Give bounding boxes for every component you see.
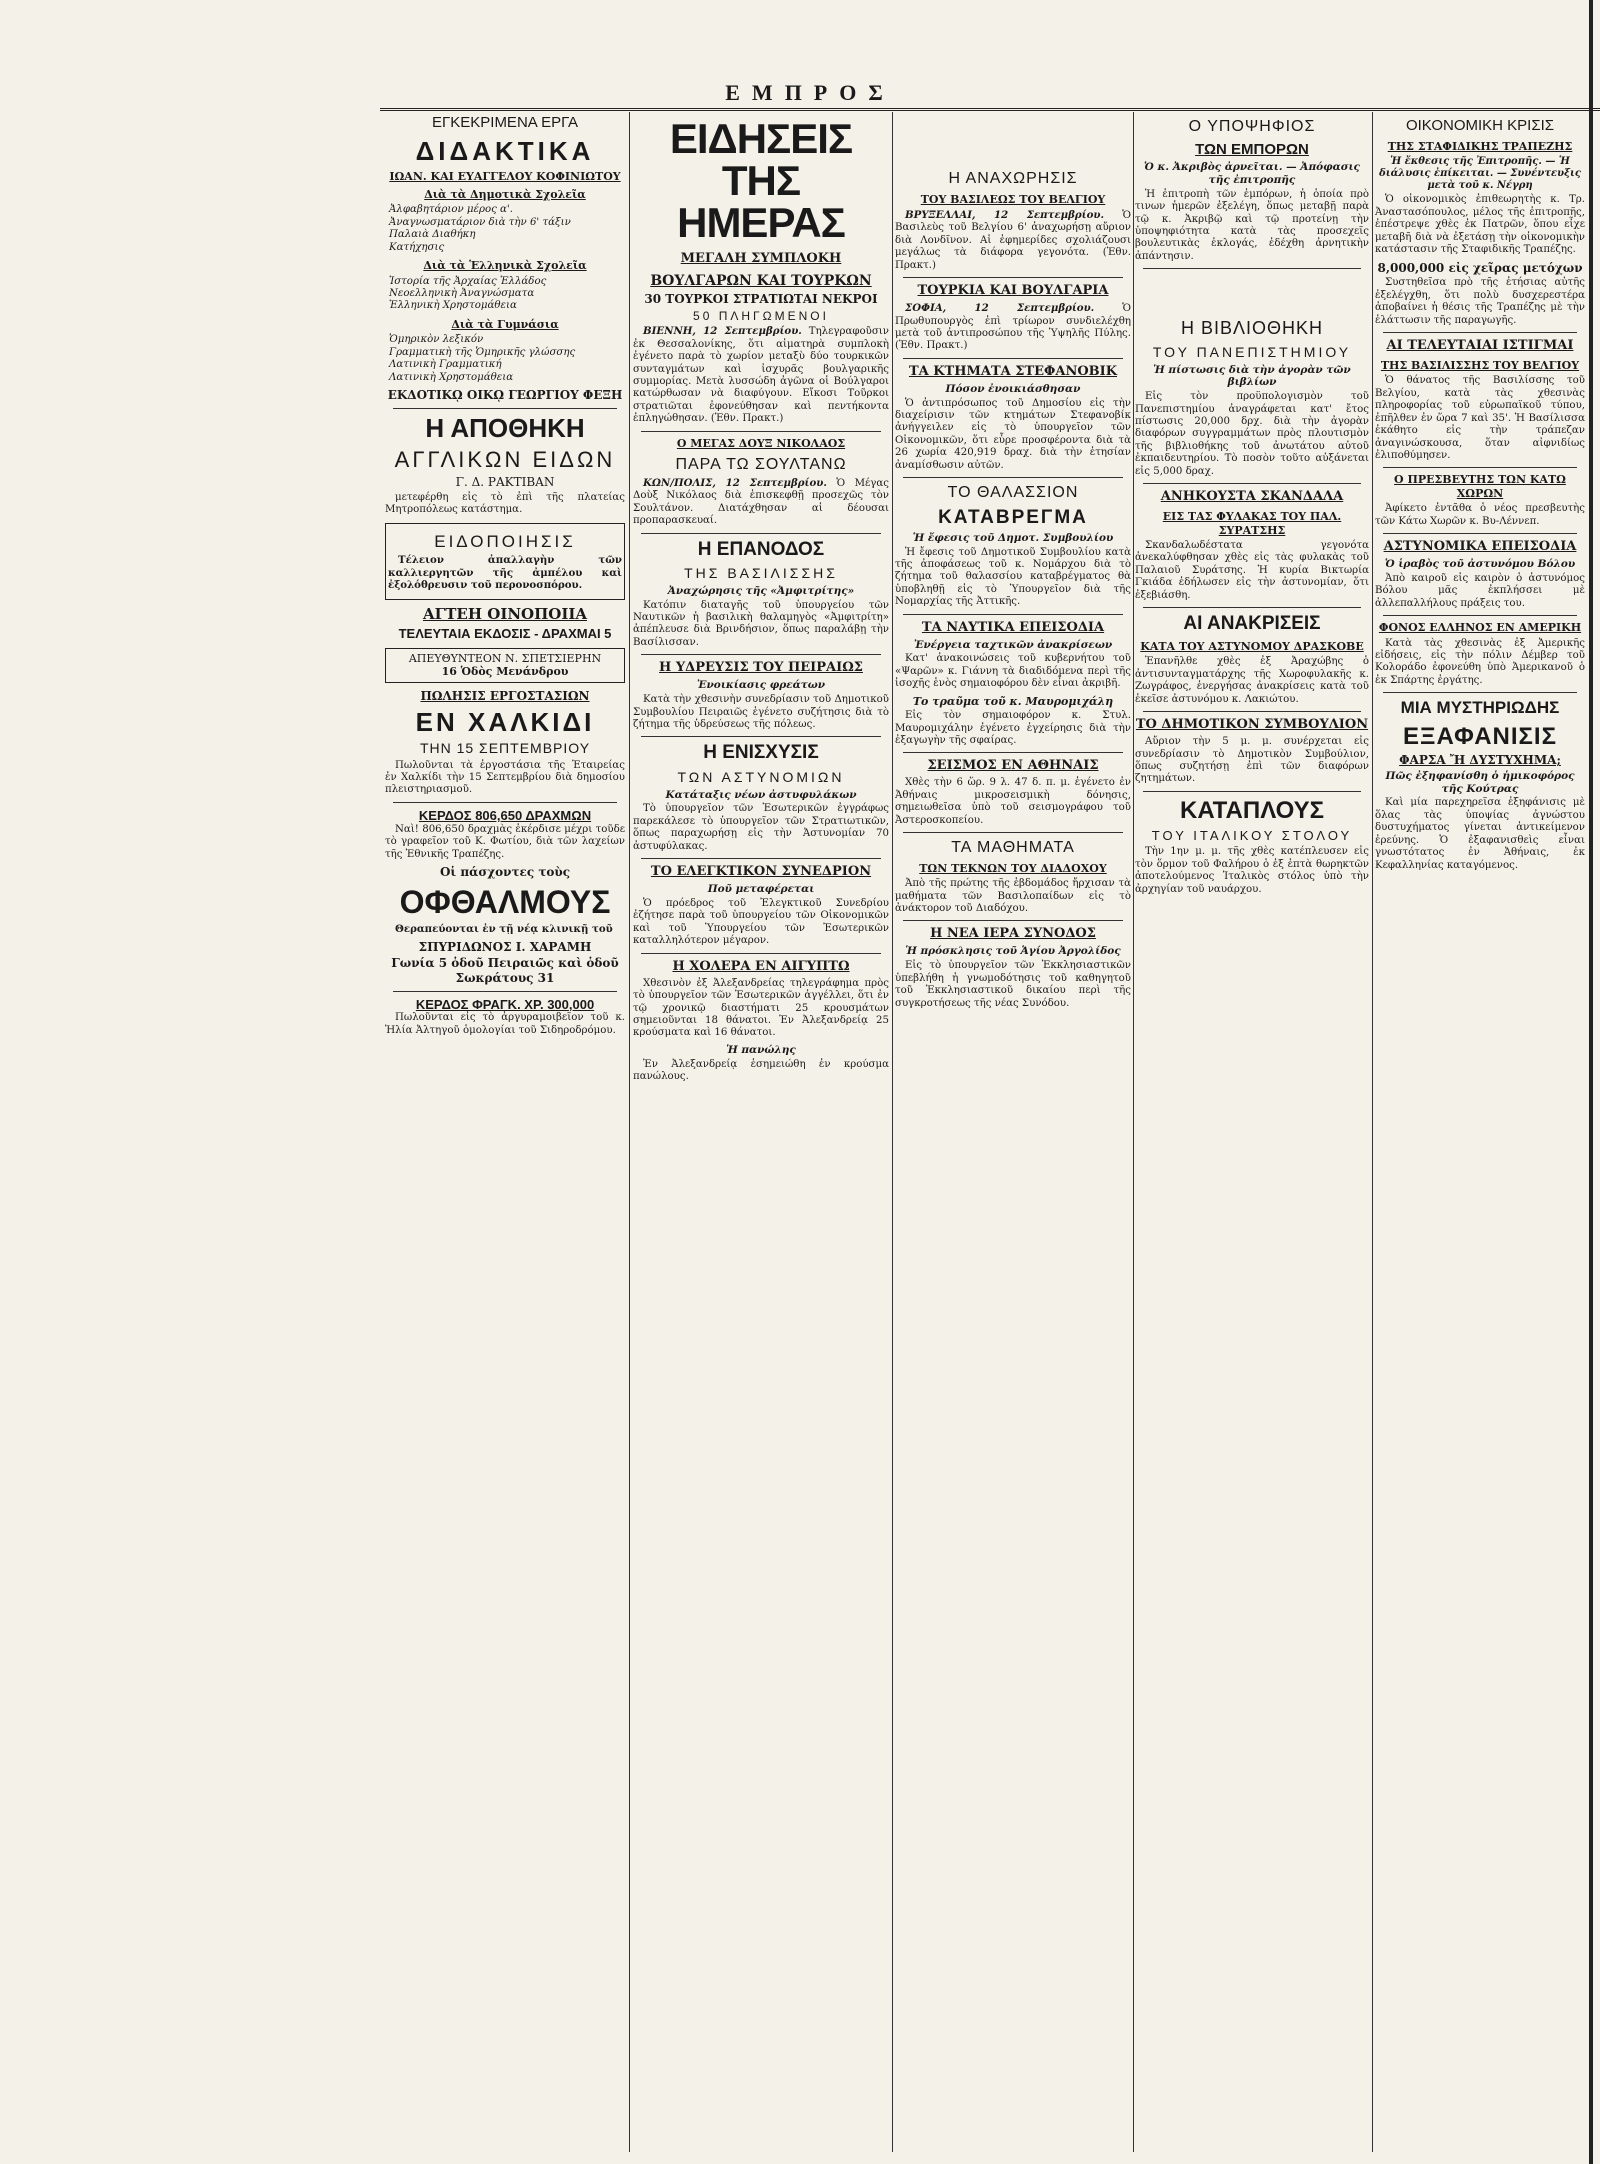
main-headline: ΕΙΔΗΣΕΙΣ ΤΗΣ ΗΜΕΡΑΣ xyxy=(669,115,853,246)
article-scandal xyxy=(1135,490,1369,602)
books-head3: ΙΩΑΝ. ΚΑΙ ΕΥΑΓΓΕΛΟΥ ΚΟΦΙΝΙΩΤΟΥ xyxy=(389,169,621,183)
police-aid-head1: Η ΕΝΙΣΧΥΣΙΣ xyxy=(703,742,819,764)
article-sultan xyxy=(633,437,889,528)
oinopoiia-address-name: ΑΠΕΥΘΥΝΤΕΟΝ Ν. ΣΠΕΤΣΙΕΡΗΝ xyxy=(408,651,602,665)
clash-dateline: ΒΙΕΝΝΗ, 12 Σεπτεμβρίου. xyxy=(643,325,802,338)
bank-amount: 8,000,000 εἰς χεῖρας μετόχων xyxy=(1377,260,1583,275)
divider xyxy=(1143,483,1361,484)
column-divider xyxy=(1133,112,1134,2152)
ambassador-text: Ἀφίκετο ἐντᾶθα ὁ νέος πρεσβευτὴς τῶν Κάτω Χωρῶν κ. Βυ-Λέννεπ. xyxy=(1375,503,1585,527)
list-item: Ἱστορία τῆς Ἀρχαίας Ἑλλάδος xyxy=(389,275,547,287)
naval-text: Κατ' ἀνακοινώσεις τοῦ κυβερνήτου τοῦ «Ψαρῶν» κ. Γιάννη τὰ διαδιδόμενα περὶ τῆς ἰσοχῆς ἑνὸς σημαιοφόρου δὲν εἶναι ἀκριβῆ. xyxy=(895,653,1131,690)
king-head1: Η ΑΝΑΧΩΡΗΣΙΣ xyxy=(948,170,1078,187)
list-item: Νεοελληνικὴ Ἀναγνώσματα xyxy=(389,288,535,299)
divider xyxy=(641,431,881,432)
list-item: Ἀναγνωσματάριον διὰ τὴν 6' τάξιν xyxy=(389,216,571,228)
auction-date: ΤΗΝ 15 ΣΕΠΤΕΜΒΡΙΟΥ xyxy=(419,740,591,757)
italian-fleet-head1: ΚΑΤΑΠΛΟΥΣ xyxy=(1180,796,1324,824)
article-ambassador xyxy=(1375,473,1585,528)
mystery-head2: ΕΞΑΦΑΝΙΣΙΣ xyxy=(1403,723,1557,751)
king-dateline: ΒΡΥΞΕΛΛΑΙ, 12 Σεπτεμβρίου. xyxy=(905,209,1104,221)
column-divider xyxy=(892,112,893,2152)
naval-kicker: Ἐνέργεια ταχτικῶν ἀνακρίσεων xyxy=(913,638,1113,651)
stefanovik-kicker: Πόσον ἐνοικιάσθησαν xyxy=(945,382,1081,395)
divider xyxy=(1383,615,1577,616)
divider xyxy=(1383,332,1577,333)
divider xyxy=(641,953,881,954)
sultan-dateline: ΚΩΝ/ΠΟΛΙΣ, 12 Σεπτεμβρίου. xyxy=(643,476,827,489)
list-item: Κατήχησις xyxy=(389,241,445,253)
article-clash xyxy=(633,252,889,426)
lottery2-ad xyxy=(385,997,625,1038)
article-king xyxy=(895,170,1131,272)
clash-source: (Ἐθν. Πρακτ.) xyxy=(710,413,784,425)
cholera-kicker: Ἡ πανώλης xyxy=(726,1043,796,1056)
king-head2: ΤΟΥ ΒΑΣΙΛΕΩΣ ΤΟΥ ΒΕΛΓΙΟΥ xyxy=(920,192,1106,206)
america-head: ΦΟΝΟΣ ΕΛΛΗΝΟΣ ΕΝ ΑΜΕΡΙΚΗ xyxy=(1378,621,1582,635)
clash-sub: 30 ΤΟΥΡΚΟΙ ΣΤΡΑΤΙΩΤΑΙ ΝΕΚΡΟΙ xyxy=(644,292,878,307)
divider xyxy=(903,614,1123,615)
italian-fleet-text: Τὴν 1ην μ. μ. τῆς χθὲς κατέπλευσεν εἰς τὸν ὅρμον τοῦ Φαλήρου ὁ ἐξ ἑπτὰ θωρηκτῶν ἀποτελούμενος Ἰταλικὸς στόλος ὑπὸ τὴν ἀρχηγίαν τοῦ ναυάρχου. xyxy=(1135,846,1369,895)
list-item: Ὁμηρικὸν λεξικόν xyxy=(389,334,484,346)
list-item: Ἀλφαβητάριον μέρος α'. xyxy=(389,204,513,216)
congress-kicker: Ποῦ μεταφέρεται xyxy=(707,883,815,896)
divider xyxy=(903,920,1123,921)
article-municipal xyxy=(1135,718,1369,786)
divider xyxy=(641,533,881,534)
police-case-head: ΑΣΤΥΝΟΜΙΚΑ ΕΠΕΙΣΟΔΙΑ xyxy=(1383,539,1577,555)
sea-head2: ΚΑΤΑΒΡΕΓΜΑ xyxy=(938,506,1088,528)
queen-kicker: Ἀναχώρησις τῆς «Ἀμφιτρίτης» xyxy=(667,584,855,597)
auction-head: ΕΝ ΧΑΛΚΙΔΙ xyxy=(415,707,595,738)
police-aid-text: Τὸ ὑπουργεῖον τῶν Ἐσωτερικῶν ἐγγράφως παρεκάλεσε τὸ ὑπουργεῖον τῶν Στρατιωτικῶν, ὅπως παραχωρήσῃ εἰς τὴν Ἀστυνομίαν 70 ἀστυφύλακας. xyxy=(633,803,889,852)
list-item: Ἑλληνικὴ Χρηστομάθεια xyxy=(389,300,517,312)
article-turkey-bulgaria xyxy=(895,284,1131,353)
sultan-text: Ὁ Μέγας Δοὺξ Νικόλαος διὰ ἐπισκεφθῇ προσεχῶς τὸν Σουλτάνον. Διατάχθησαν αἱ δέουσαι προπαρασκευαί. xyxy=(633,477,889,527)
police-aid-kicker: Κατάταξις νέων ἀστυφυλάκων xyxy=(665,788,857,801)
column-divider xyxy=(1372,112,1373,2152)
clash-sub2: 50 ΠΛΗΓΩΜΕΝΟΙ xyxy=(693,308,829,323)
books-primary-list xyxy=(389,204,625,254)
wound-head: Το τραῦμα τοῦ κ. Μαυρομιχάλη xyxy=(912,694,1114,708)
ambassador-head: Ο ΠΡΕΣΒΕΥΤΗΣ ΤΩΝ ΚΑΤΩ ΧΩΡΩΝ xyxy=(1394,473,1566,500)
books-gymnasia-list xyxy=(389,334,625,384)
turkey-bulgaria-text: Ὁ Πρωθυπουργὸς ἐπὶ τρίωρον συνδιελέχθη μετὰ τοῦ ἀντιπροσώπου τῆς Ὑψηλῆς Πύλης. xyxy=(895,303,1131,339)
oinopoiia-subhead: ΤΕΛΕΥΤΑΙΑ ΕΚΔΟΣΙΣ - ΔΡΑΧΜΑΙ 5 xyxy=(398,625,612,641)
divider xyxy=(903,752,1123,753)
divider xyxy=(903,277,1123,278)
municipal-text: Αὔριον τὴν 5 μ. μ. συνέρχεται εἰς συνεδρίασιν τὸ Δημοτικὸν Συμβούλιον, ὅπως συζητήσῃ ἐπὶ τῶν διαφόρων ζητημάτων. xyxy=(1135,736,1369,785)
article-bank xyxy=(1375,118,1585,327)
eyes-doctor: ΣΠΥΡΙΔΩΝΟΣ Ι. ΧΑΡΑΜΗ xyxy=(418,939,592,954)
divider xyxy=(641,858,881,859)
sea-kicker: Ἡ ἔφεσις τοῦ Δημοτ. Συμβουλίου xyxy=(912,531,1114,544)
clash-head: ΒΟΥΛΓΑΡΩΝ ΚΑΙ ΤΟΥΡΚΩΝ xyxy=(650,272,872,289)
candidate-kicker: Ὁ κ. Ἀκριβὸς ἀρνεῖται. — Ἀπόφασις τῆς ἐπιτροπῆς xyxy=(1144,161,1360,186)
turkey-bulgaria-dateline: ΣΟΦΙΑ, 12 Σεπτεμβρίου. xyxy=(905,302,1095,315)
divider xyxy=(393,802,617,803)
warehouse-head2: ΑΓΓΛΙΚΩΝ ΕΙΔΩΝ xyxy=(394,446,616,472)
divider xyxy=(1383,467,1577,468)
king-text: Ὁ Βασιλεὺς τοῦ Βελγίου 6' ἀναχωρήσῃ αὔριον διὰ Λονδῖνον. Αἱ ἐφημερίδες σχολιάζουσι μεγάλως τὰ διάφορα γεγονότα. xyxy=(895,210,1131,259)
king-source: (Ἐθν. Πρακτ.) xyxy=(895,247,1131,271)
divider xyxy=(393,408,617,409)
synod-head: Η ΝΕΑ ΙΕΡΑ ΣΥΝΟΔΟΣ xyxy=(930,926,1096,942)
article-america xyxy=(1375,621,1585,687)
divider xyxy=(1143,791,1361,792)
article-lessons xyxy=(895,839,1131,915)
stefanovik-text: Ὁ ἀντιπρόσωπος τοῦ Δημοσίου εἰς τὴν διαχείρισιν τῶν κτημάτων Στεφανοβίκ ἀνήγγειλεν εἰς τὸ ὑπουργεῖον τῶν Οἰκονομικῶν, ὅτι εὗρε προσφέροντα διὰ τὰ 26 χωρία 420,919 δραχ. διὰ τὴν ἐτησίαν ἀναμίσθωσιν αὐτῶν. xyxy=(895,397,1131,471)
sultan-head2: ΠΑΡΑ ΤΩ ΣΟΥΛΤΑΝΩ xyxy=(675,456,847,474)
auction-kicker: ΠΩΛΗΣΙΣ ΕΡΓΟΣΤΑΣΙΩΝ xyxy=(420,688,590,703)
candidate-text: Ἡ ἐπιτροπὴ τῶν ἐμπόρων, ἡ ὁποία πρὸ τινων ἡμερῶν ἐξελέγη, ὅπως μεταβῇ παρὰ τῷ κ. Ἀκριβῷ καὶ τῷ προτείνῃ τὴν ὑποψηφιότητα κατὰ τὰς προσεχεῖς βουλευτικὰς ἐκλογάς, ἐδέχθη ἀρνητικὴν ἀπάντησιν. xyxy=(1135,188,1369,262)
warehouse-owner: Γ. Δ. ΡΑΚΤΙΒΑΝ xyxy=(455,475,555,490)
article-stefanovik xyxy=(895,365,1131,472)
mystery-kicker: ΦΑΡΣΑ Ἤ ΔΥΣΤΥΧΗΜΑ; xyxy=(1399,753,1561,768)
column-3 xyxy=(895,112,1131,2152)
oinopoiia-address-street: 16 Ὁδὸς Μενάνδρου xyxy=(441,665,569,679)
municipal-head: ΤΟ ΔΗΜΟΤΙΚΟΝ ΣΥΜΒΟΥΛΙΟΝ xyxy=(1135,717,1369,733)
oinopoiia-address xyxy=(385,648,625,683)
earthquake-head: ΣΕΙΣΜΟΣ ΕΝ ΑΘΗΝΑΙΣ xyxy=(927,758,1099,774)
turkey-bulgaria-head: ΤΟΥΡΚΙΑ ΚΑΙ ΒΟΥΛΓΑΡΙΑ xyxy=(917,283,1109,299)
piraeus-water-text: Κατὰ τὴν χθεσινὴν συνεδρίασιν τοῦ Δημοτικοῦ Συμβουλίου Πειραιῶς ἐγένετο συζήτησις διὰ τὸ ζήτημα τῆς ὑδρεύσεως τῆς πόλεως. xyxy=(633,694,889,730)
queen-death-text: Ὁ θάνατος τῆς Βασιλίσσης τοῦ Βελγίου, κατὰ τὰς χθεσινὰς πληροφορίας τοῦ εὐρωπαϊκοῦ τύπου, ἐπῆλθεν ἐν ὥρα 7 καὶ 35'. Ἡ Βασίλισσα ἐκάθητο εἰς τὴν τράπεζαν ἀναγινώσκουσα, ὅταν αἰφνιδίως ἐλιποθύμησεν. xyxy=(1375,375,1585,461)
cholera-text2: Ἐν Ἀλεξανδρείᾳ ἐσημειώθη ἐν κρούσμα πανώλους. xyxy=(633,1058,889,1083)
books-greek-list xyxy=(389,276,625,313)
eyes-address: Γωνία 5 ὁδοῦ Πειραιῶς καὶ ὁδοῦ Σωκράτους 31 xyxy=(391,956,619,985)
list-item: Λατινικὴ Χρηστομάθεια xyxy=(389,371,514,383)
library-kicker: Ἡ πίστωσις διὰ τὴν ἀγορὰν τῶν βιβλίων xyxy=(1153,363,1351,389)
books-gymnasia-head: Διὰ τὰ Γυμνάσια xyxy=(451,317,559,331)
column-5 xyxy=(1375,112,1585,2152)
divider xyxy=(1383,533,1577,534)
lottery1-text: Ναὶ! 806,650 δραχμὰς ἐκέρδισε μέχρι τοῦδε τὸ γραφεῖον τοῦ Κ. Φωτίου, διὰ τῶν λαχείων τῆς Ἐθνικῆς Τραπέζης. xyxy=(385,823,625,860)
scandal-text: Σκανδαλωδέστατα γεγονότα ἀνεκαλύφθησαν χθὲς εἰς τὰς φυλακὰς τοῦ Παλαιοῦ Συράτσης. Ἡ κυρία Βικτωρία Γκιάδα ἐδήλωσεν εἰς τὴν ἀστυνομίαν, ὅτι ἐξεβιάσθη. xyxy=(1135,539,1369,601)
warehouse-ad xyxy=(385,412,625,517)
books-head1: ΕΓΚΕΚΡΙΜΕΝΑ ΕΡΓΑ xyxy=(431,114,579,131)
eyes-head: ΟΦΘΑΛΜΟΥΣ xyxy=(399,883,611,920)
divider xyxy=(641,654,881,655)
synod-text: Εἰς τὸ ὑπουργεῖον τῶν Ἐκκλησιαστικῶν ὑπεβλήθη ἡ γνωμοδότησις τοῦ καθηγητοῦ τοῦ Ἐκκλησιαστικοῦ δικαίου περὶ τῆς συγκροτήσεως τῆς νέας Συνόδου. xyxy=(895,960,1131,1009)
italian-fleet-head2: ΤΟΥ ΙΤΑΛΙΚΟΥ ΣΤΟΛΟΥ xyxy=(1151,828,1353,844)
books-greek-head: Διὰ τὰ Ἑλληνικὰ Σχολεῖα xyxy=(423,259,587,273)
divider xyxy=(641,736,881,737)
eyes-text: Θεραπεύονται ἐν τῇ νέᾳ κλινικῇ τοῦ xyxy=(395,923,613,936)
divider xyxy=(1383,692,1577,693)
eyes-kicker: Οἱ πάσχοντες τοὺς xyxy=(439,865,571,880)
sea-text: Ἡ ἔφεσις τοῦ Δημοτικοῦ Συμβουλίου κατὰ τῆς ἀποφάσεως τοῦ κ. Νομάρχου διὰ τὸ ζήτημα τοῦ θαλασσίου καταβρέγματος θὰ ὑποβληθῇ εἰς τὸ Ὑπουργεῖον διὰ τῆς Νομαρχίας τῆς Ἀττικῆς. xyxy=(895,546,1131,608)
congress-text: Ὁ πρόεδρος τοῦ Ἐλεγκτικοῦ Συνεδρίου ἐζήτησε παρὰ τοῦ ὑπουργείου τῶν Οἰκονομικῶν καὶ τοῦ Ὑπουργείου τῶν Ἐσωτερικῶν καταλληλότερον μέγαρον. xyxy=(633,897,889,947)
notice-head: ΕΙΔΟΠΟΙΗΣΙΣ xyxy=(434,531,576,551)
lessons-text: Ἀπὸ τῆς πρώτης τῆς ἑβδομάδος ἤρχισαν τὰ μαθήματα τῶν Βασιλοπαίδων εἰς τὸ ἀνάκτορον τοῦ Διαδόχου. xyxy=(895,878,1131,915)
naval-head: ΤΑ ΝΑΥΤΙΚΑ ΕΠΕΙΣΟΔΙΑ xyxy=(921,619,1105,635)
bank-head2: ΤΗΣ ΣΤΑΦΙΔΙΚΗΣ ΤΡΑΠΕΖΗΣ xyxy=(1387,139,1573,153)
library-head2: ΤΟΥ ΠΑΝΕΠΙΣΤΗΜΙΟΥ xyxy=(1152,344,1352,361)
article-synod xyxy=(895,927,1131,1009)
divider xyxy=(903,477,1123,478)
article-naval xyxy=(895,621,1131,691)
masthead: ΕΜΠΡΟΣ xyxy=(725,80,895,105)
lottery2-text: Πωλοῦνται εἰς τὸ ἀργυραμοιβεῖον τοῦ κ. Ἠλία Ἀλτηγοῦ ὁμολογίαι τοῦ Σιδηροδρόμου. xyxy=(385,1012,625,1036)
article-police-case xyxy=(1375,540,1585,610)
mystery-head1: ΜΙΑ ΜΥΣΤΗΡΙΩΔΗΣ xyxy=(1400,698,1560,718)
page-edge xyxy=(1589,0,1593,2164)
books-publisher: ΕΚΔΟΤΙΚῼ ΟΙΚῼ ΓΕΩΡΓΙΟΥ ΦΕΞΗ xyxy=(387,388,623,403)
oinopoiia-ad xyxy=(385,606,625,683)
article-italian-fleet xyxy=(1135,798,1369,896)
earthquake-text: Χθὲς τὴν 6 ὥρ. 9 λ. 47 δ. π. μ. ἐγένετο ἐν Ἀθήναις μικροσεισμικὴ δόνησις, σημειωθεῖσα ὑπὸ τοῦ σεισμογράφου τοῦ Ἀστεροσκοπείου. xyxy=(895,777,1131,826)
books-ad xyxy=(385,114,625,403)
turkey-bulgaria-source: (Ἐθν. Πρακτ.) xyxy=(895,340,968,352)
article-mystery xyxy=(1375,699,1585,872)
eyes-ad xyxy=(385,865,625,986)
piraeus-water-kicker: Ἐνοικίασις φρεάτων xyxy=(696,679,826,692)
article-candidate xyxy=(1135,118,1369,263)
lessons-head1: ΤΑ ΜΑΘΗΜΑΤΑ xyxy=(951,839,1075,857)
list-item: Παλαιὰ Διαθήκη xyxy=(389,229,476,241)
article-wound xyxy=(895,695,1131,748)
article-inquiries xyxy=(1135,614,1369,706)
divider xyxy=(1143,607,1361,608)
lessons-head2: ΤΩΝ ΤΕΚΝΩΝ ΤΟΥ ΔΙΑΔΟΧΟΥ xyxy=(919,861,1107,875)
wound-text: Εἰς τὸν σημαιοφόρον κ. Στυλ. Μαυρομιχάλην ἐγένετο ἐγχείρησις διὰ τὴν ἐξαγωγὴν τῆς σφαίρας. xyxy=(895,710,1131,747)
queen-head2: ΤΗΣ ΒΑΣΙΛΙΣΣΗΣ xyxy=(684,565,838,582)
auction-text: Πωλοῦνται τὰ ἐργοστάσια τῆς Ἑταιρείας ἐν Χαλκίδι τὴν 15 Σεπτεμβρίου διὰ δημοσίου πλειστηριασμοῦ. xyxy=(385,759,625,796)
article-piraeus-water xyxy=(633,661,889,731)
synod-kicker: Ἡ πρόσκλησις τοῦ Ἁγίου Ἀργολίδος xyxy=(905,945,1121,958)
clash-text: Τηλεγραφοῦσιν ἐκ Θεσσαλονίκης, ὅτι αἱματηρὰ συμπλοκὴ ἐγένετο παρὰ τὸ χωρίον μεταξὺ δύο τουρκικῶν συνταγμάτων καὶ ἰσχυρᾶς βουλγαρικῆς συμμορίας. Μετὰ λυσσώδη ἀγῶνα οἱ Βούλγαροι κατώρθωσαν νὰ διαφύγουν. Εἴκοσι Τοῦρκοι στρατιῶται ἐφονεύθησαν καὶ πεντήκοντα ἐπληγώθησαν. xyxy=(633,326,889,425)
queen-text: Κατόπιν διαταγῆς τοῦ ὑπουργείου τῶν Ναυτικῶν ἡ βασιλικὴ θαλαμηγὸς «Ἀμφιτρίτη» ἀπέπλευσε διὰ Βρινδήσιον, ὅπως παραλάβῃ τὴν Βασίλισσαν. xyxy=(633,599,889,648)
list-item: Λατινικὴ Γραμματική xyxy=(389,359,502,371)
mystery-kicker2: Πῶς ἐξηφανίσθη ὁ ἡμικοφόρος τῆς Κούτρας xyxy=(1385,769,1575,795)
queen-death-head2: ΤΗΣ ΒΑΣΙΛΙΣΣΗΣ ΤΟΥ ΒΕΛΓΙΟΥ xyxy=(1380,358,1580,372)
scandal-head2: ΕΙΣ ΤΑΣ ΦΥΛΑΚΑΣ ΤΟΥ ΠΑΛ. ΣΥΡΑΤΣΗΣ xyxy=(1162,510,1342,537)
stefanovik-head: ΤΑ ΚΤΗΜΑΤΑ ΣΤΕΦΑΝΟΒΙΚ xyxy=(908,363,1118,379)
congress-head: ΤΟ ΕΛΕΓΚΤΙΚΟΝ ΣΥΝΕΔΡΙΟΝ xyxy=(650,864,872,880)
oinopoiia-head: ΑΓΤΕΗ ΟΙΝΟΠΟΙΙΑ xyxy=(422,604,588,623)
notice-box xyxy=(385,523,625,600)
bank-text: Ὁ οἰκονομικὸς ἐπιθεωρητὴς κ. Τρ. Ἀναστασόπουλος, μέλος τῆς ἐπιτροπῆς, ἐπέστρεψε χθὲς ἐκ Πατρῶν, ὅπου εἶχε μεταβῆ διὰ νὰ ἐξετάσῃ τὴν οἰκονομικὴν κατάστασιν τῆς Σταφιδικῆς Τραπέζης. xyxy=(1375,194,1585,256)
police-case-text: Ἀπὸ καιροῦ εἰς καιρὸν ὁ ἀστυνόμος Βόλου μᾶς ἐκπλήσσει μὲ ἀλλεπαλλήλους πράξεις του. xyxy=(1375,572,1585,609)
article-earthquake xyxy=(895,759,1131,827)
article-queen-death xyxy=(1375,339,1585,462)
inquiries-text: Ἐπανῆλθε χθὲς ἐξ Ἀραχώβης ὁ ἀντισυνταγματάρχης τῆς Χωροφυλακῆς κ. Ζωγράφος, ἐνεργήσας ἀνακρίσεις κατὰ τοῦ ἐκεῖσε ἀστυνόμου κ. Λακιώτου. xyxy=(1135,656,1369,705)
books-head2: ΔΙΔΑΚΤΙΚΑ xyxy=(415,136,595,167)
article-police-aid xyxy=(633,743,889,853)
cholera-text: Χθεσινὸν ἐξ Ἀλεξανδρείας τηλεγράφημα πρὸς τὸ ὑπουργεῖον τῶν Ἐσωτερικῶν ἀγγέλλει, ὅτι ἐν τῷ χρονικῷ διαστήματι 25 κρουσμάτων σημειοῦνται 18 θάνατοι. Ἐν Ἀλεξανδρείᾳ 25 κρούσματα καὶ 16 θάνατοι. xyxy=(633,977,889,1039)
list-item: Γραμματικὴ τῆς Ὁμηρικῆς γλώσσης xyxy=(389,346,576,358)
queen-head1: Η ΕΠΑΝΟΔΟΣ xyxy=(697,538,825,560)
sultan-head1: Ο ΜΕΓΑΣ ΔΟΥΞ ΝΙΚΟΛΑΟΣ xyxy=(676,436,846,450)
library-head1: Η ΒΙΒΛΙΟΘΗΚΗ xyxy=(1180,318,1324,339)
column-4 xyxy=(1135,112,1369,2152)
inquiries-head1: ΑΙ ΑΝΑΚΡΙΣΕΙΣ xyxy=(1183,613,1321,635)
sea-head1: ΤΟ ΘΑΛΑΣΣΙΟΝ xyxy=(947,484,1079,502)
cholera-head: Η ΧΟΛΕΡΑ ΕΝ ΑΙΓΥΠΤΩ xyxy=(672,958,850,974)
police-case-kicker: Ὁ ἱραβὸς τοῦ ἀστυνόμου Βόλου xyxy=(1384,558,1576,571)
bank-head1: ΟΙΚΟΝΟΜΙΚΗ ΚΡΙΣΙΣ xyxy=(1405,117,1555,134)
article-sea xyxy=(895,484,1131,608)
divider xyxy=(1143,268,1361,269)
queen-death-head1: ΑΙ ΤΕΛΕΥΤΑΙΑΙ ΙΣΤΙΓΜΑΙ xyxy=(1386,338,1574,354)
candidate-head1: Ο ΥΠΟΨΗΦΙΟΣ xyxy=(1188,118,1316,135)
article-congress xyxy=(633,865,889,947)
police-aid-head2: ΤΩΝ ΑΣΤΥΝΟΜΙΩΝ xyxy=(677,769,845,786)
divider xyxy=(903,832,1123,833)
america-text: Κατὰ τὰς χθεσινὰς ἐξ Ἀμερικῆς εἰδήσεις, εἰς τὴν πόλιν Δέμβερ τοῦ Κολοράδο ἐφονεύθη ὑπὸ Ἀμερικανοῦ ὁ ἐκ Σπάρτης ἐργάτης. xyxy=(1375,637,1585,686)
notice-text: Τέλειον ἀπαλλαγὴν τῶν καλλιεργητῶν τῆς ἀμπέλου καὶ ἐξολόθρευσιν τοῦ περονοσπόρου. xyxy=(388,554,622,592)
lottery1-ad xyxy=(385,808,625,861)
column-1 xyxy=(385,112,625,2152)
inquiries-head2: ΚΑΤΑ ΤΟΥ ΑΣΤΥΝΟΜΟΥ ΔΡΑΣΚΟΒΕ xyxy=(1140,639,1364,653)
column-divider xyxy=(629,112,630,2152)
candidate-head2: ΤΩΝ ΕΜΠΟΡΩΝ xyxy=(1195,140,1309,158)
books-primary-head: Διὰ τὰ Δημοτικὰ Σχολεῖα xyxy=(424,188,586,201)
article-cholera xyxy=(633,960,889,1084)
article-queen xyxy=(633,540,889,650)
divider xyxy=(903,358,1123,359)
divider xyxy=(1143,711,1361,712)
auction-ad xyxy=(385,689,625,797)
warehouse-text: μετεφέρθη εἰς τὸ ἐπὶ τῆς πλατείας Μητροπόλεως κατάστημα. xyxy=(385,491,625,516)
divider xyxy=(393,991,617,992)
article-library xyxy=(1135,319,1369,478)
clash-kicker: ΜΕΓΑΛΗ ΣΥΜΠΛΟΚΗ xyxy=(680,251,842,266)
bank-kicker: Ἡ ἔκθεσις τῆς Ἐπιτροπῆς. — Ἡ διάλυσις ἐπίκειται. — Συνέντευξις μετὰ τοῦ κ. Νέγρη xyxy=(1379,155,1581,192)
scandal-head1: ΑΝΗΚΟΥΣΤΑ ΣΚΑΝΔΑΛΑ xyxy=(1160,489,1344,505)
mystery-text: Καὶ μία παρεχηρεῖσα ἐξηφάνισις μὲ ὅλας τὰς ὑποψίας ἀγνώστου δυστυχήματος γίνεται ἀντικείμενον ἐρεύνης. Ὁ ἐξαφανισθεὶς εἶναι γνωστότατος ἐν Ἀθήναις, ἐκ Κεφαλληνίας καταγόμενος. xyxy=(1375,797,1585,871)
library-text: Εἰς τὸν προϋπολογισμὸν τοῦ Πανεπιστημίου ἀναγράφεται κατ' ἔτος πίστωσις 20,000 δρχ. διὰ τὴν ἀγορὰν διαφόρων συγγραμμάτων πρὸς πλουτισμὸν τῆς βιβλιοθήκης τοῦ ἀνωτάτου αὐτοῦ ἐκπαιδευτηρίου. Τὸ ποσὸν τοῦτο αὐξάνεται εἰς 5,000 δραχ. xyxy=(1135,391,1369,477)
warehouse-head1: Η ΑΠΟΘΗΚΗ xyxy=(425,412,585,443)
piraeus-water-head: Η ΥΔΡΕΥΣΙΣ ΤΟΥ ΠΕΙΡΑΙΩΣ xyxy=(659,660,863,676)
lottery1-head: ΚΕΡΔΟΣ 806,650 ΔΡΑΧΜΩΝ xyxy=(418,807,592,823)
bank-text2: Συστηθεῖσα πρὸ τῆς ἐτήσιας αὐτῆς ἐξελέγχθη, ὅτι πολὺ δυσχερεστέρα ἀποβαίνει ἡ θέσις τῆς Τραπέζης μὲ τὴν ἐλάττωσιν τῆς παραγωγῆς. xyxy=(1375,277,1585,326)
lottery2-head: ΚΕΡΔΟΣ ΦΡΑΓΚ. ΧΡ. 300,000 xyxy=(415,996,595,1012)
column-2 xyxy=(633,112,889,2152)
masthead-rule xyxy=(380,108,1600,111)
